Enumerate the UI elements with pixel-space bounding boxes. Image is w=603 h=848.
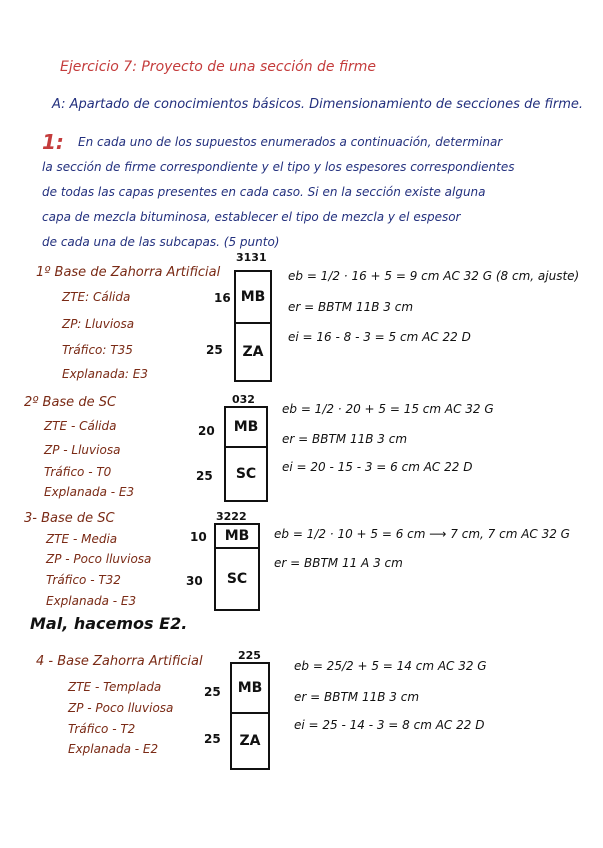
case-4-zte: ZTE - Templada <box>68 680 162 694</box>
case-1-layer-1-thickness: 16 <box>214 291 231 305</box>
case-1-layer-2-label: ZA <box>242 344 264 360</box>
case-4-calc-eb: eb = 25/2 + 5 = 14 cm AC 32 G <box>294 659 487 673</box>
case-3-layer-2-label: SC <box>226 571 248 587</box>
case-3-header: 3- Base de SC <box>24 511 115 526</box>
case-3-layer-1-label: MB <box>224 528 250 544</box>
case-2-calc-ei: ei = 20 - 15 - 3 = 6 cm AC 22 D <box>282 460 473 474</box>
case-2-layer-2-thickness: 25 <box>196 469 213 483</box>
case-1-layer-2-box <box>234 322 272 382</box>
case-1-layer-2-thickness: 25 <box>206 343 223 357</box>
case-2-calc-er: er = BBTM 11B 3 cm <box>282 432 408 446</box>
correction-note: Mal, hacemos E2. <box>30 614 188 633</box>
case-4-layer-1-box <box>230 662 270 714</box>
case-2-header: 2º Base de SC <box>24 395 117 410</box>
case-2-traffic: Tráfico - T0 <box>44 465 112 479</box>
case-3-calc-er: er = BBTM 11 A 3 cm <box>274 556 403 570</box>
case-3-layer-2-box <box>214 547 260 611</box>
case-1-section-code: 3131 <box>236 251 267 264</box>
case-1-calc-er: er = BBTM 11B 3 cm <box>288 300 414 314</box>
case-1-zte: ZTE: Cálida <box>62 290 131 304</box>
case-3-layer-1-box <box>214 523 260 549</box>
case-2-layer-2-label: SC <box>235 466 257 482</box>
case-2-zte: ZTE - Cálida <box>44 419 117 433</box>
case-4-layer-1-label: MB <box>237 680 263 696</box>
case-4-layer-2-box <box>230 712 270 770</box>
case-4-section-code: 225 <box>238 649 261 662</box>
case-2-layer-1-box <box>224 406 268 448</box>
case-1-traffic: Tráfico: T35 <box>62 343 133 357</box>
case-3-zte: ZTE - Media <box>46 532 118 546</box>
case-3-zp: ZP - Poco lluviosa <box>46 552 152 566</box>
intro-line-4: capa de mezcla bituminosa, establecer el tipo de mezcla y el espesor <box>42 210 461 224</box>
case-1-layer-1-label: MB <box>240 289 266 305</box>
case-1-explanada: Explanada: E3 <box>62 367 148 381</box>
case-4-calc-ei: ei = 25 - 14 - 3 = 8 cm AC 22 D <box>294 718 485 732</box>
case-3-section-code: 3222 <box>216 510 247 523</box>
section-a-heading: A: Apartado de conocimientos básicos. Dimensionamiento de secciones de firme. <box>52 97 583 112</box>
case-2-explanada: Explanada - E3 <box>44 485 135 499</box>
case-3-explanada: Explanada - E3 <box>46 594 137 608</box>
intro-number: 1: <box>42 130 64 154</box>
case-3-calc-eb: eb = 1/2 · 10 + 5 = 6 cm ⟶ 7 cm, 7 cm AC 32 G <box>274 527 570 541</box>
case-3-layer-1-thickness: 10 <box>190 530 207 544</box>
case-1-zp: ZP: Lluviosa <box>62 317 135 331</box>
case-4-zp: ZP - Poco lluviosa <box>68 701 174 715</box>
case-4-calc-er: er = BBTM 11B 3 cm <box>294 690 420 704</box>
case-1-header: 1º Base de Zahorra Artificial <box>36 265 221 280</box>
case-3-layer-2-thickness: 30 <box>186 574 203 588</box>
case-4-header: 4 - Base Zahorra Artificial <box>36 654 203 669</box>
case-4-explanada: Explanada - E2 <box>68 742 159 756</box>
exercise-title: Ejercicio 7: Proyecto de una sección de firme <box>60 59 377 75</box>
case-3-traffic: Tráfico - T32 <box>46 573 121 587</box>
case-4-traffic: Tráfico - T2 <box>68 722 136 736</box>
intro-line-3: de todas las capas presentes en cada caso. Si en la sección existe alguna <box>42 185 486 199</box>
intro-line-1: En cada uno de los supuestos enumerados a continuación, determinar <box>78 135 503 149</box>
case-2-layer-2-box <box>224 446 268 502</box>
case-1-calc-ei: ei = 16 - 8 - 3 = 5 cm AC 22 D <box>288 330 471 344</box>
case-4-layer-2-label: ZA <box>239 733 261 749</box>
case-1-layer-1-box <box>234 270 272 324</box>
intro-line-5: de cada una de las subcapas. (5 punto) <box>42 235 280 249</box>
case-1-calc-eb: eb = 1/2 · 16 + 5 = 9 cm AC 32 G (8 cm, ajuste) <box>288 269 580 283</box>
case-2-layer-1-label: MB <box>233 419 259 435</box>
case-4-layer-2-thickness: 25 <box>204 732 221 746</box>
case-2-zp: ZP - Lluviosa <box>44 443 121 457</box>
intro-line-2: la sección de firme correspondiente y el tipo y los espesores correspondientes <box>42 160 515 174</box>
case-4-layer-1-thickness: 25 <box>204 685 221 699</box>
case-2-calc-eb: eb = 1/2 · 20 + 5 = 15 cm AC 32 G <box>282 402 494 416</box>
case-2-layer-1-thickness: 20 <box>198 424 215 438</box>
case-2-section-code: 032 <box>232 393 255 406</box>
